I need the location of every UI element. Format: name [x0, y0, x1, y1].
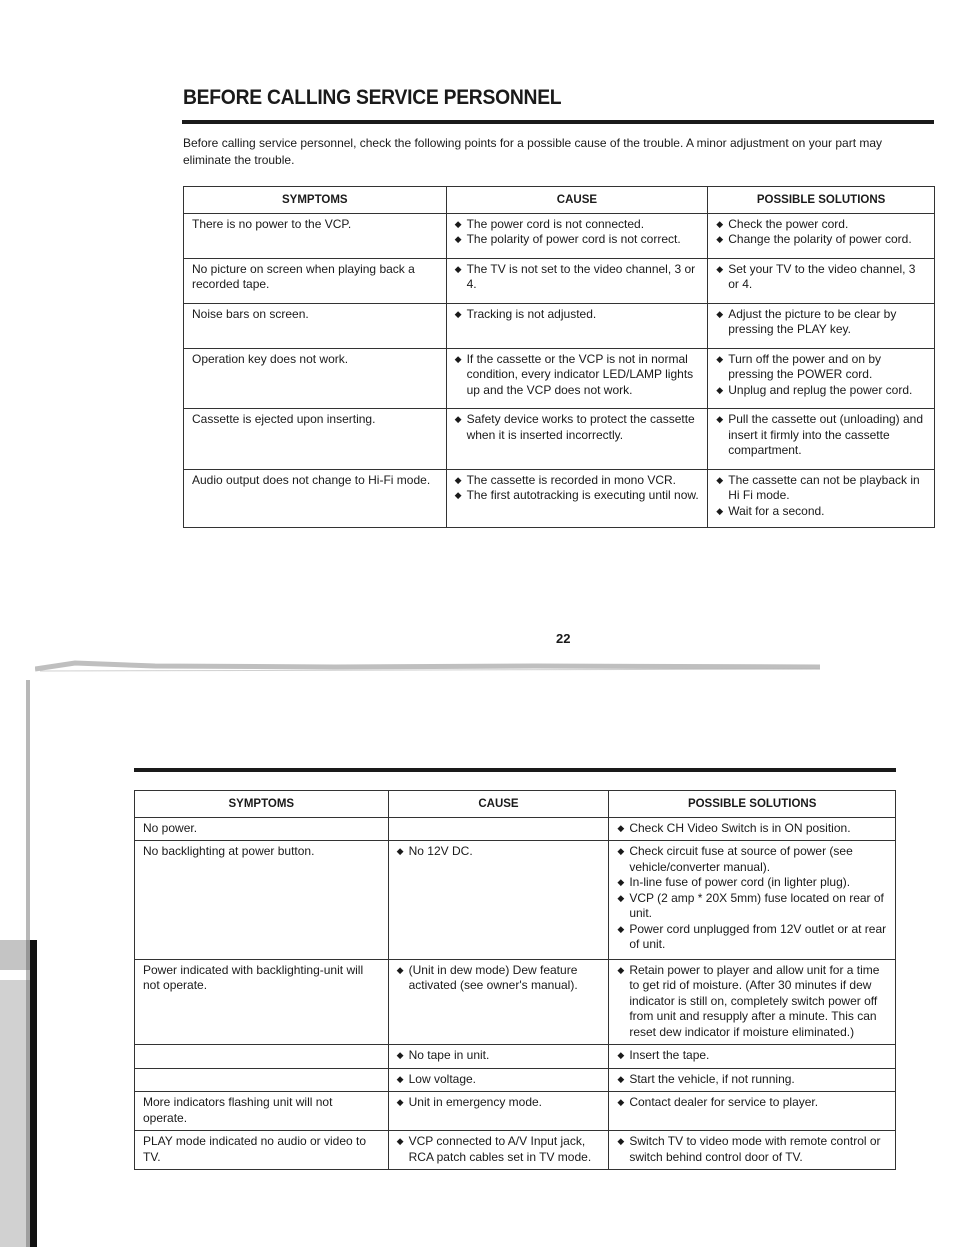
solution-item: ◆ Change the polarity of power cord. [716, 232, 926, 248]
cause-cell [446, 469, 708, 528]
solution-item: ◆ Contact dealer for service to player. [617, 1095, 887, 1111]
solution-cell [609, 1131, 896, 1170]
second-page-rule [134, 768, 896, 772]
table-row [135, 1068, 896, 1092]
cause-item: ◆ VCP connected to A/V Input jack, RCA patch cables set in TV mode. [397, 1134, 601, 1165]
solution-item: ◆ In-line fuse of power cord (in lighter plug). [617, 875, 887, 891]
table-row [135, 1045, 896, 1069]
solution-item: ◆ Check circuit fuse at source of power (see vehicle/converter manual). [617, 844, 887, 875]
cause-cell [388, 1131, 609, 1170]
symptom-cell [135, 1045, 389, 1069]
cause-item: ◆ Low voltage. [397, 1072, 601, 1088]
solution-item: ◆ VCP (2 amp * 20X 5mm) fuse located on rear of unit. [617, 891, 887, 922]
troubleshooting-table-2 [134, 790, 896, 1170]
cause-item: ◆ The TV is not set to the video channel, 3 or 4. [455, 262, 700, 293]
solution-cell [708, 258, 935, 303]
symptom-cell [135, 1068, 389, 1092]
symptom-cell: Noise bars on screen. [184, 303, 447, 348]
symptom-cell: There is no power to the VCP. [184, 213, 447, 258]
header-symptoms-2: SYMPTOMS [135, 791, 389, 818]
page-title: BEFORE CALLING SERVICE PERSONNEL [183, 86, 562, 109]
solution-cell [708, 213, 935, 258]
scan-edge-artifact [0, 650, 38, 1247]
symptom-cell: More indicators flashing unit will not operate. [135, 1092, 389, 1131]
cause-item: ◆ No tape in unit. [397, 1048, 601, 1064]
header-solutions: POSSIBLE SOLUTIONS [708, 187, 935, 214]
cause-cell [388, 817, 609, 841]
cause-cell [388, 1092, 609, 1131]
table-row [184, 469, 935, 528]
table-row [135, 959, 896, 1045]
solution-item: ◆ Wait for a second. [716, 504, 926, 520]
cause-item: ◆ (Unit in dew mode) Dew feature activated (see owner's manual). [397, 963, 601, 994]
table-row [135, 1092, 896, 1131]
symptom-cell: Audio output does not change to Hi-Fi mode. [184, 469, 447, 528]
page-number: 22 [556, 631, 571, 646]
solution-item: ◆ Power cord unplugged from 12V outlet or at rear of unit. [617, 922, 887, 953]
solution-item: ◆ The cassette can not be playback in Hi Fi mode. [716, 473, 926, 504]
table-row [184, 303, 935, 348]
cause-item: ◆ The first autotracking is executing until now. [455, 488, 700, 504]
symptom-cell: PLAY mode indicated no audio or video to TV. [135, 1131, 389, 1170]
cause-item: ◆ Unit in emergency mode. [397, 1095, 601, 1111]
solution-cell [609, 959, 896, 1045]
cause-item: ◆ If the cassette or the VCP is not in normal condition, every indicator LED/LAMP lights up and the VCP does not work. [455, 352, 700, 399]
solution-cell [708, 409, 935, 470]
symptom-cell: Power indicated with backlighting-unit will not operate. [135, 959, 389, 1045]
table-row [135, 841, 896, 960]
symptom-cell: No picture on screen when playing back a recorded tape. [184, 258, 447, 303]
symptom-cell: Operation key does not work. [184, 348, 447, 409]
cause-cell [446, 213, 708, 258]
solution-item: ◆ Insert the tape. [617, 1048, 887, 1064]
table-row [184, 213, 935, 258]
cause-cell [446, 303, 708, 348]
solution-cell [609, 841, 896, 960]
cause-item: ◆ The power cord is not connected. [455, 217, 700, 233]
symptom-cell: No backlighting at power button. [135, 841, 389, 960]
table-row [184, 409, 935, 470]
cause-cell [388, 959, 609, 1045]
header-cause: CAUSE [446, 187, 708, 214]
solution-cell [708, 303, 935, 348]
cause-cell [388, 1068, 609, 1092]
solution-item: ◆ Switch TV to video mode with remote control or switch behind control door of TV. [617, 1134, 887, 1165]
solution-item: ◆ Adjust the picture to be clear by pressing the PLAY key. [716, 307, 926, 338]
cause-item: ◆ The polarity of power cord is not correct. [455, 232, 700, 248]
troubleshooting-table-1 [183, 186, 935, 528]
cause-cell [446, 348, 708, 409]
symptom-cell: Cassette is ejected upon inserting. [184, 409, 447, 470]
solution-cell [609, 1092, 896, 1131]
solution-item: ◆ Pull the cassette out (unloading) and insert it firmly into the cassette compartment. [716, 412, 926, 459]
cause-item: ◆ The cassette is recorded in mono VCR. [455, 473, 700, 489]
solution-item: ◆ Set your TV to the video channel, 3 or 4. [716, 262, 926, 293]
table-row [135, 817, 896, 841]
title-rule [182, 120, 934, 124]
cause-item: ◆ Safety device works to protect the cassette when it is inserted incorrectly. [455, 412, 700, 443]
solution-item: ◆ Check CH Video Switch is in ON position. [617, 821, 887, 837]
solution-cell [609, 817, 896, 841]
table-row [135, 1131, 896, 1170]
header-solutions-2: POSSIBLE SOLUTIONS [609, 791, 896, 818]
cause-cell [446, 258, 708, 303]
scan-artifact-band [35, 657, 820, 679]
solution-item: ◆ Turn off the power and on by pressing the POWER cord. [716, 352, 926, 383]
cause-cell [388, 841, 609, 960]
header-cause-2: CAUSE [388, 791, 609, 818]
header-symptoms: SYMPTOMS [184, 187, 447, 214]
intro-paragraph: Before calling service personnel, check the following points for a possible cause of the trouble. A minor adjustment on your part may eliminate the trouble. [183, 136, 883, 167]
solution-item: ◆ Unplug and replug the power cord. [716, 383, 926, 399]
table-row [184, 348, 935, 409]
solution-cell [708, 469, 935, 528]
solution-item: ◆ Retain power to player and allow unit for a time to get rid of moisture. (After 30 minutes if dew indicator is still on, completely switch power off from unit and resupply after a minute. This can reset dew indicator if moisture eliminated.) [617, 963, 887, 1041]
symptom-cell: No power. [135, 817, 389, 841]
cause-cell [446, 409, 708, 470]
cause-item: ◆ No 12V DC. [397, 844, 601, 860]
solution-cell [609, 1045, 896, 1069]
solution-cell [708, 348, 935, 409]
solution-cell [609, 1068, 896, 1092]
solution-item: ◆ Start the vehicle, if not running. [617, 1072, 887, 1088]
solution-item: ◆ Check the power cord. [716, 217, 926, 233]
cause-item: ◆ Tracking is not adjusted. [455, 307, 700, 323]
cause-cell [388, 1045, 609, 1069]
table-row [184, 258, 935, 303]
